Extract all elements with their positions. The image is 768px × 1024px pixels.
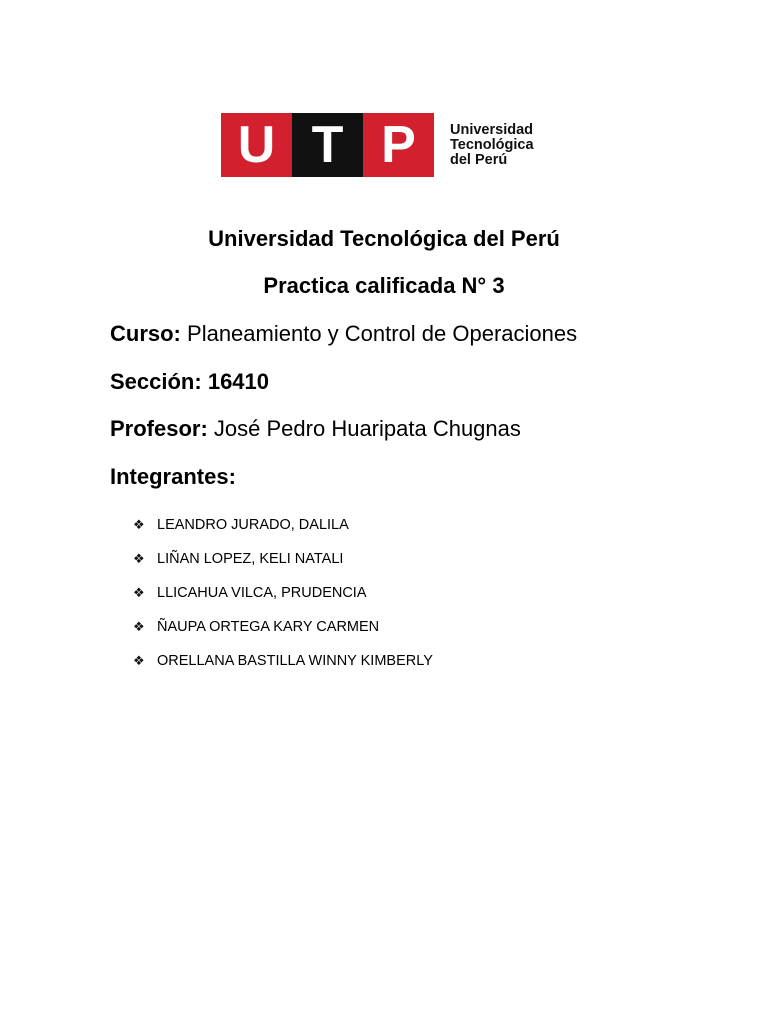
section-value: 16410	[207, 369, 270, 394]
logo-wordmark-line: del Perú	[450, 151, 508, 168]
list-item	[133, 610, 433, 644]
diamond-bullet-icon: ❖	[133, 517, 145, 533]
logo-letter-u: U	[221, 113, 292, 177]
diamond-bullet-icon: ❖	[133, 551, 145, 567]
member-name: ÑAUPA ORTEGA KARY CARMEN	[157, 619, 380, 635]
members-label: Integrantes:	[110, 464, 236, 489]
practice-title: Practica calificada N° 3	[263, 273, 505, 298]
diamond-bullet-icon: ❖	[133, 653, 145, 669]
member-name: LEANDRO JURADO, DALILA	[157, 517, 349, 533]
list-item	[133, 576, 433, 610]
members-heading	[110, 464, 236, 490]
list-item	[133, 644, 433, 678]
logo-letter-p: P	[363, 113, 434, 177]
logo-wordmark-line: Tecnológica	[450, 136, 534, 153]
diamond-bullet-icon: ❖	[133, 585, 145, 601]
course-value: Planeamiento y Control de Operaciones	[187, 321, 578, 346]
list-item	[133, 508, 433, 542]
section-label: Sección:	[110, 369, 202, 394]
course-label: Curso:	[110, 321, 181, 346]
professor-value: José Pedro Huaripata Chugnas	[213, 416, 521, 441]
diamond-bullet-icon: ❖	[133, 619, 145, 635]
list-item	[133, 542, 433, 576]
professor-label: Profesor:	[110, 416, 208, 441]
members-list	[133, 508, 433, 678]
logo-wordmark-line: Universidad	[450, 121, 533, 138]
member-name: LLICAHUA VILCA, PRUDENCIA	[157, 585, 367, 601]
member-name: LIÑAN LOPEZ, KELI NATALI	[157, 551, 344, 567]
utp-logo	[221, 113, 534, 177]
logo-letter-t: T	[292, 113, 363, 177]
university-title: Universidad Tecnológica del Perú	[208, 226, 560, 251]
member-name: ORELLANA BASTILLA WINNY KIMBERLY	[157, 653, 433, 669]
course-line	[110, 321, 577, 347]
section-line	[110, 369, 269, 395]
professor-line	[110, 416, 521, 442]
logo-wordmark	[450, 123, 534, 168]
